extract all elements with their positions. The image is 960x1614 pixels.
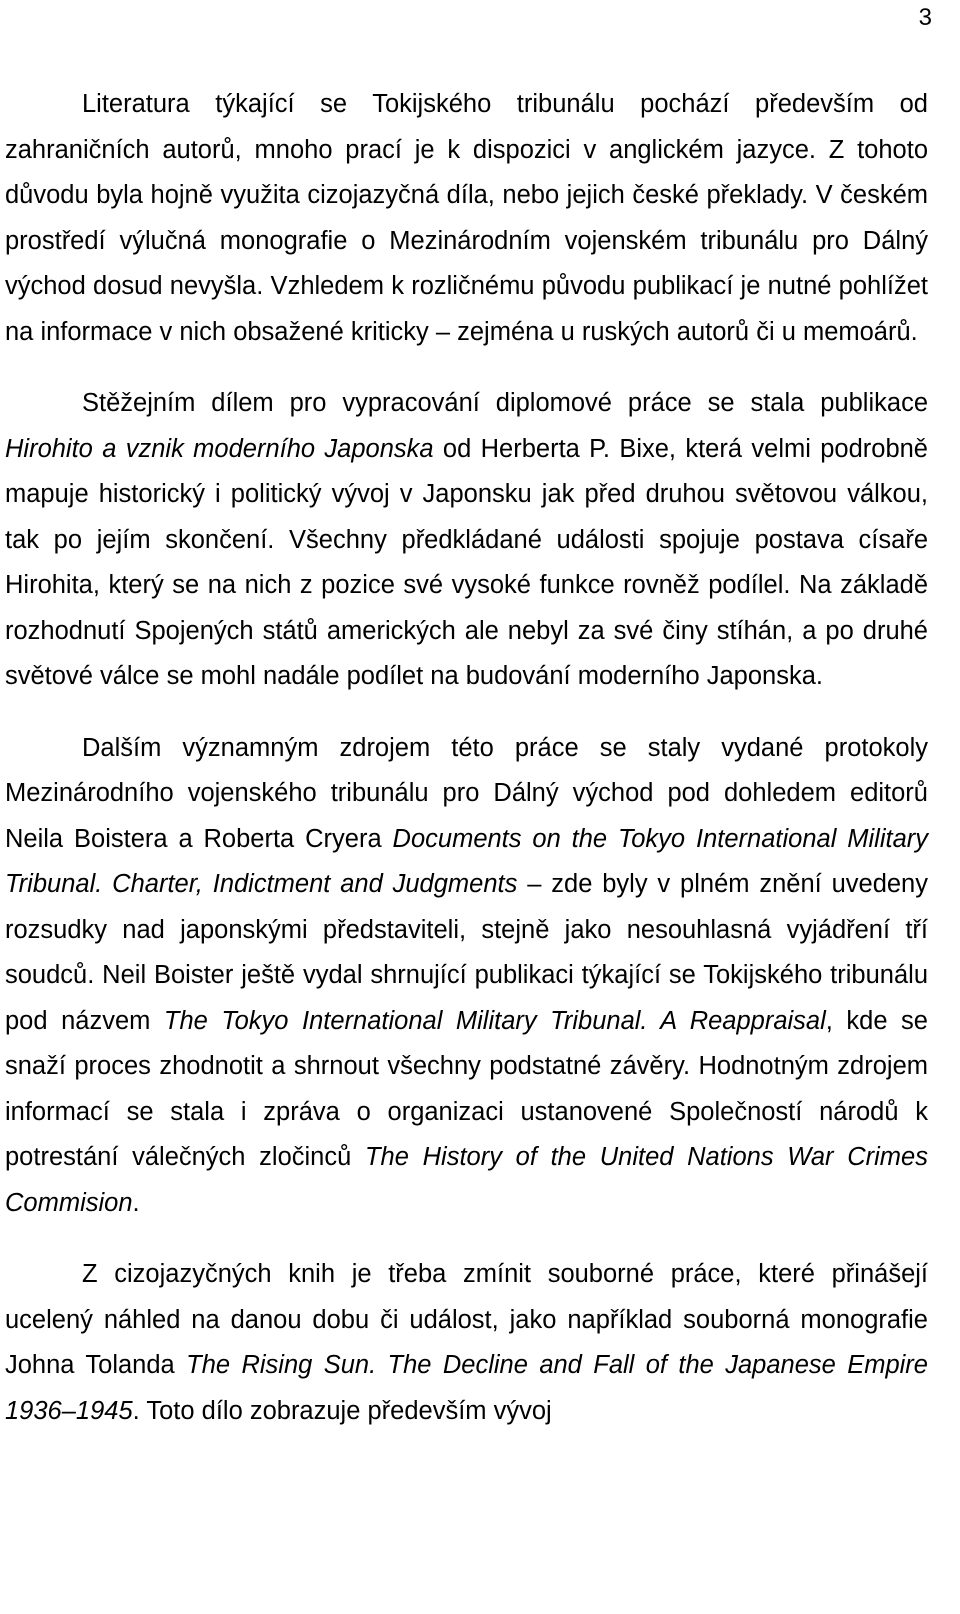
book-title: Documents on the Tokyo International Military Tribunal. Charter, Indictment and Judgments — [5, 824, 928, 898]
paragraph-text: Z cizojazyčných knih je třeba zmínit souborné práce, které přinášejí ucelený náhled na danou dobu či událost, jako například souborná monografie Johna Tolanda — [5, 1260, 928, 1379]
paragraph-text: Literatura týkající se Tokijského tribunálu pochází především od zahraničních autorů, mnoho prací je k dispozici v anglickém jazyce. Z tohoto důvodu byla hojně využita cizojazyčná díla, nebo jejich české překlady. V českém prostředí výlučná monografie o Mezinárodním vojenském tribunálu pro Dálný východ dosud nevyšla. Vzhledem k rozličnému původu publikací je nutné pohlížet na informace v nich obsažené kriticky – zejména u ruských autorů či u memoárů. — [5, 90, 928, 346]
paragraph-text: . Toto dílo zobrazuje především vývoj — [132, 1396, 552, 1425]
paragraph-text: – zde byly v plném znění uvedeny rozsudky nad japonskými představiteli, stejně jako nesouhlasná vyjádření tří soudců. Neil Boister ještě vydal shrnující publikaci týkající se Tokijského tribunálu pod názvem — [5, 870, 928, 1035]
book-title: The Rising Sun. The Decline and Fall of the Japanese Empire 1936–1945 — [5, 1351, 928, 1425]
paragraph-foreign-books — [5, 1252, 928, 1434]
document-body — [5, 82, 928, 1434]
paragraph-text: Dalším významným zdrojem této práce se staly vydané protokoly Mezinárodního vojenského tribunálu pro Dálný východ pod dohledem editorů Neila Boistera a Roberta Cryera — [5, 733, 928, 853]
page-number: 3 — [918, 4, 932, 31]
paragraph-literature-sources — [5, 82, 928, 355]
paragraph-text: Stěžejním dílem pro vypracování diplomové práce se stala publikace — [82, 389, 928, 417]
book-title: The Tokyo International Military Tribunal. A Reappraisal — [163, 1006, 826, 1035]
paragraph-text: od Herberta P. Bixe, která velmi podrobně mapuje historický i politický vývoj v Japonsku jak před druhou světovou válkou, tak po jejím skončení. Všechny předkládané události spojuje postava císaře Hirohita, který se na nich z pozice své vysoké funkce rovněž podílel. Na základě rozhodnutí Spojených států amerických ale nebyl za své činy stíhán, a po druhé světové válce se mohl nadále podílet na budování moderního Japonska. — [5, 434, 928, 690]
book-title: The History of the United Nations War Crimes Commision — [5, 1143, 928, 1217]
paragraph-text: . — [132, 1188, 140, 1217]
paragraph-text: , kde se snaží proces zhodnotit a shrnout všechny podstatné závěry. Hodnotným zdrojem informací se stala i zpráva o organizaci ustanovené Společností národů k potrestání válečných zločinců — [5, 1006, 928, 1171]
book-title: Hirohito a vznik moderního Japonska — [5, 434, 434, 463]
paragraph-bix-hirohito — [5, 381, 928, 700]
paragraph-tribunal-protocols — [5, 726, 928, 1227]
